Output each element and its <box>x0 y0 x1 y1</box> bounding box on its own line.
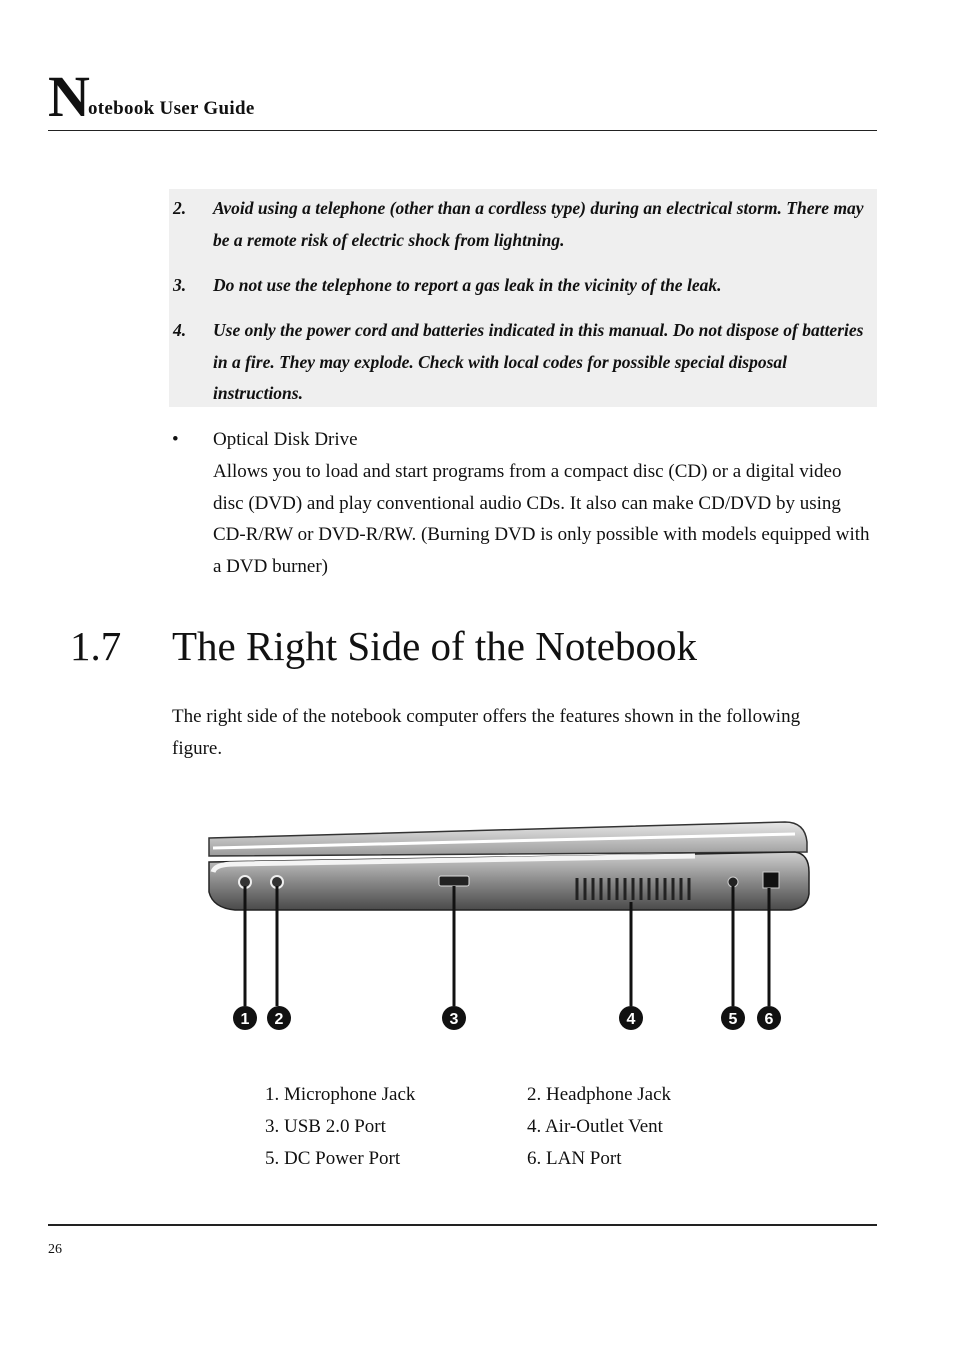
callout-label-3: 3 <box>449 1011 459 1028</box>
legend-item: 6. LAN Port <box>527 1148 622 1169</box>
callout-label-6: 6 <box>764 1011 774 1028</box>
header-initial: N <box>48 64 90 129</box>
bullet-title: Optical Disk Drive <box>213 429 358 450</box>
warning-number: 4. <box>173 320 187 340</box>
section-title: The Right Side of the Notebook <box>172 623 697 669</box>
legend-item: 1. Microphone Jack <box>265 1084 416 1105</box>
header-title: otebook User Guide <box>88 98 255 119</box>
warning-text: Avoid using a telephone (other than a cordless type) during an electrical storm. There may be a remote risk of electric shock from lightning. <box>213 198 864 250</box>
callout-label-1: 1 <box>240 1011 250 1028</box>
section-number: 1.7 <box>70 623 122 669</box>
warning-number: 2. <box>173 198 187 218</box>
safety-warnings-box <box>169 189 877 407</box>
intro-paragraph: The right side of the notebook computer offers the features shown in the following figure. <box>172 706 801 759</box>
legend-item: 2. Headphone Jack <box>527 1084 672 1105</box>
warning-text: Do not use the telephone to report a gas leak in the vicinity of the leak. <box>213 275 722 295</box>
callout-label-2: 2 <box>274 1011 284 1028</box>
bullet-text: Allows you to load and start programs from a compact disc (CD) or a digital video disc (DVD) and play conventional audio CDs. It also can make CD/DVD by using CD-R/RW or DVD-R/RW. (Burning DVD is only possible with models equipped with a DVD burner) <box>213 460 870 578</box>
footer-divider <box>48 1224 877 1226</box>
page-header <box>48 64 877 131</box>
warning-text: Use only the power cord and batteries indicated in this manual. Do not dispose of batteries in a fire. They may explode. Check with local codes for possible special disposal instructions. <box>213 320 864 403</box>
callout-markers <box>233 1006 781 1030</box>
callout-label-5: 5 <box>728 1011 738 1028</box>
bullet-symbol: • <box>172 429 179 450</box>
page-number: 26 <box>48 1242 62 1257</box>
callout-label-4: 4 <box>626 1011 636 1028</box>
legend-item: 5. DC Power Port <box>265 1148 401 1169</box>
notebook-right-side-figure <box>195 812 815 1044</box>
legend-item: 4. Air-Outlet Vent <box>527 1116 663 1137</box>
warning-number: 3. <box>173 275 187 295</box>
notebook-illustration <box>195 812 815 1044</box>
legend-item: 3. USB 2.0 Port <box>265 1116 386 1137</box>
